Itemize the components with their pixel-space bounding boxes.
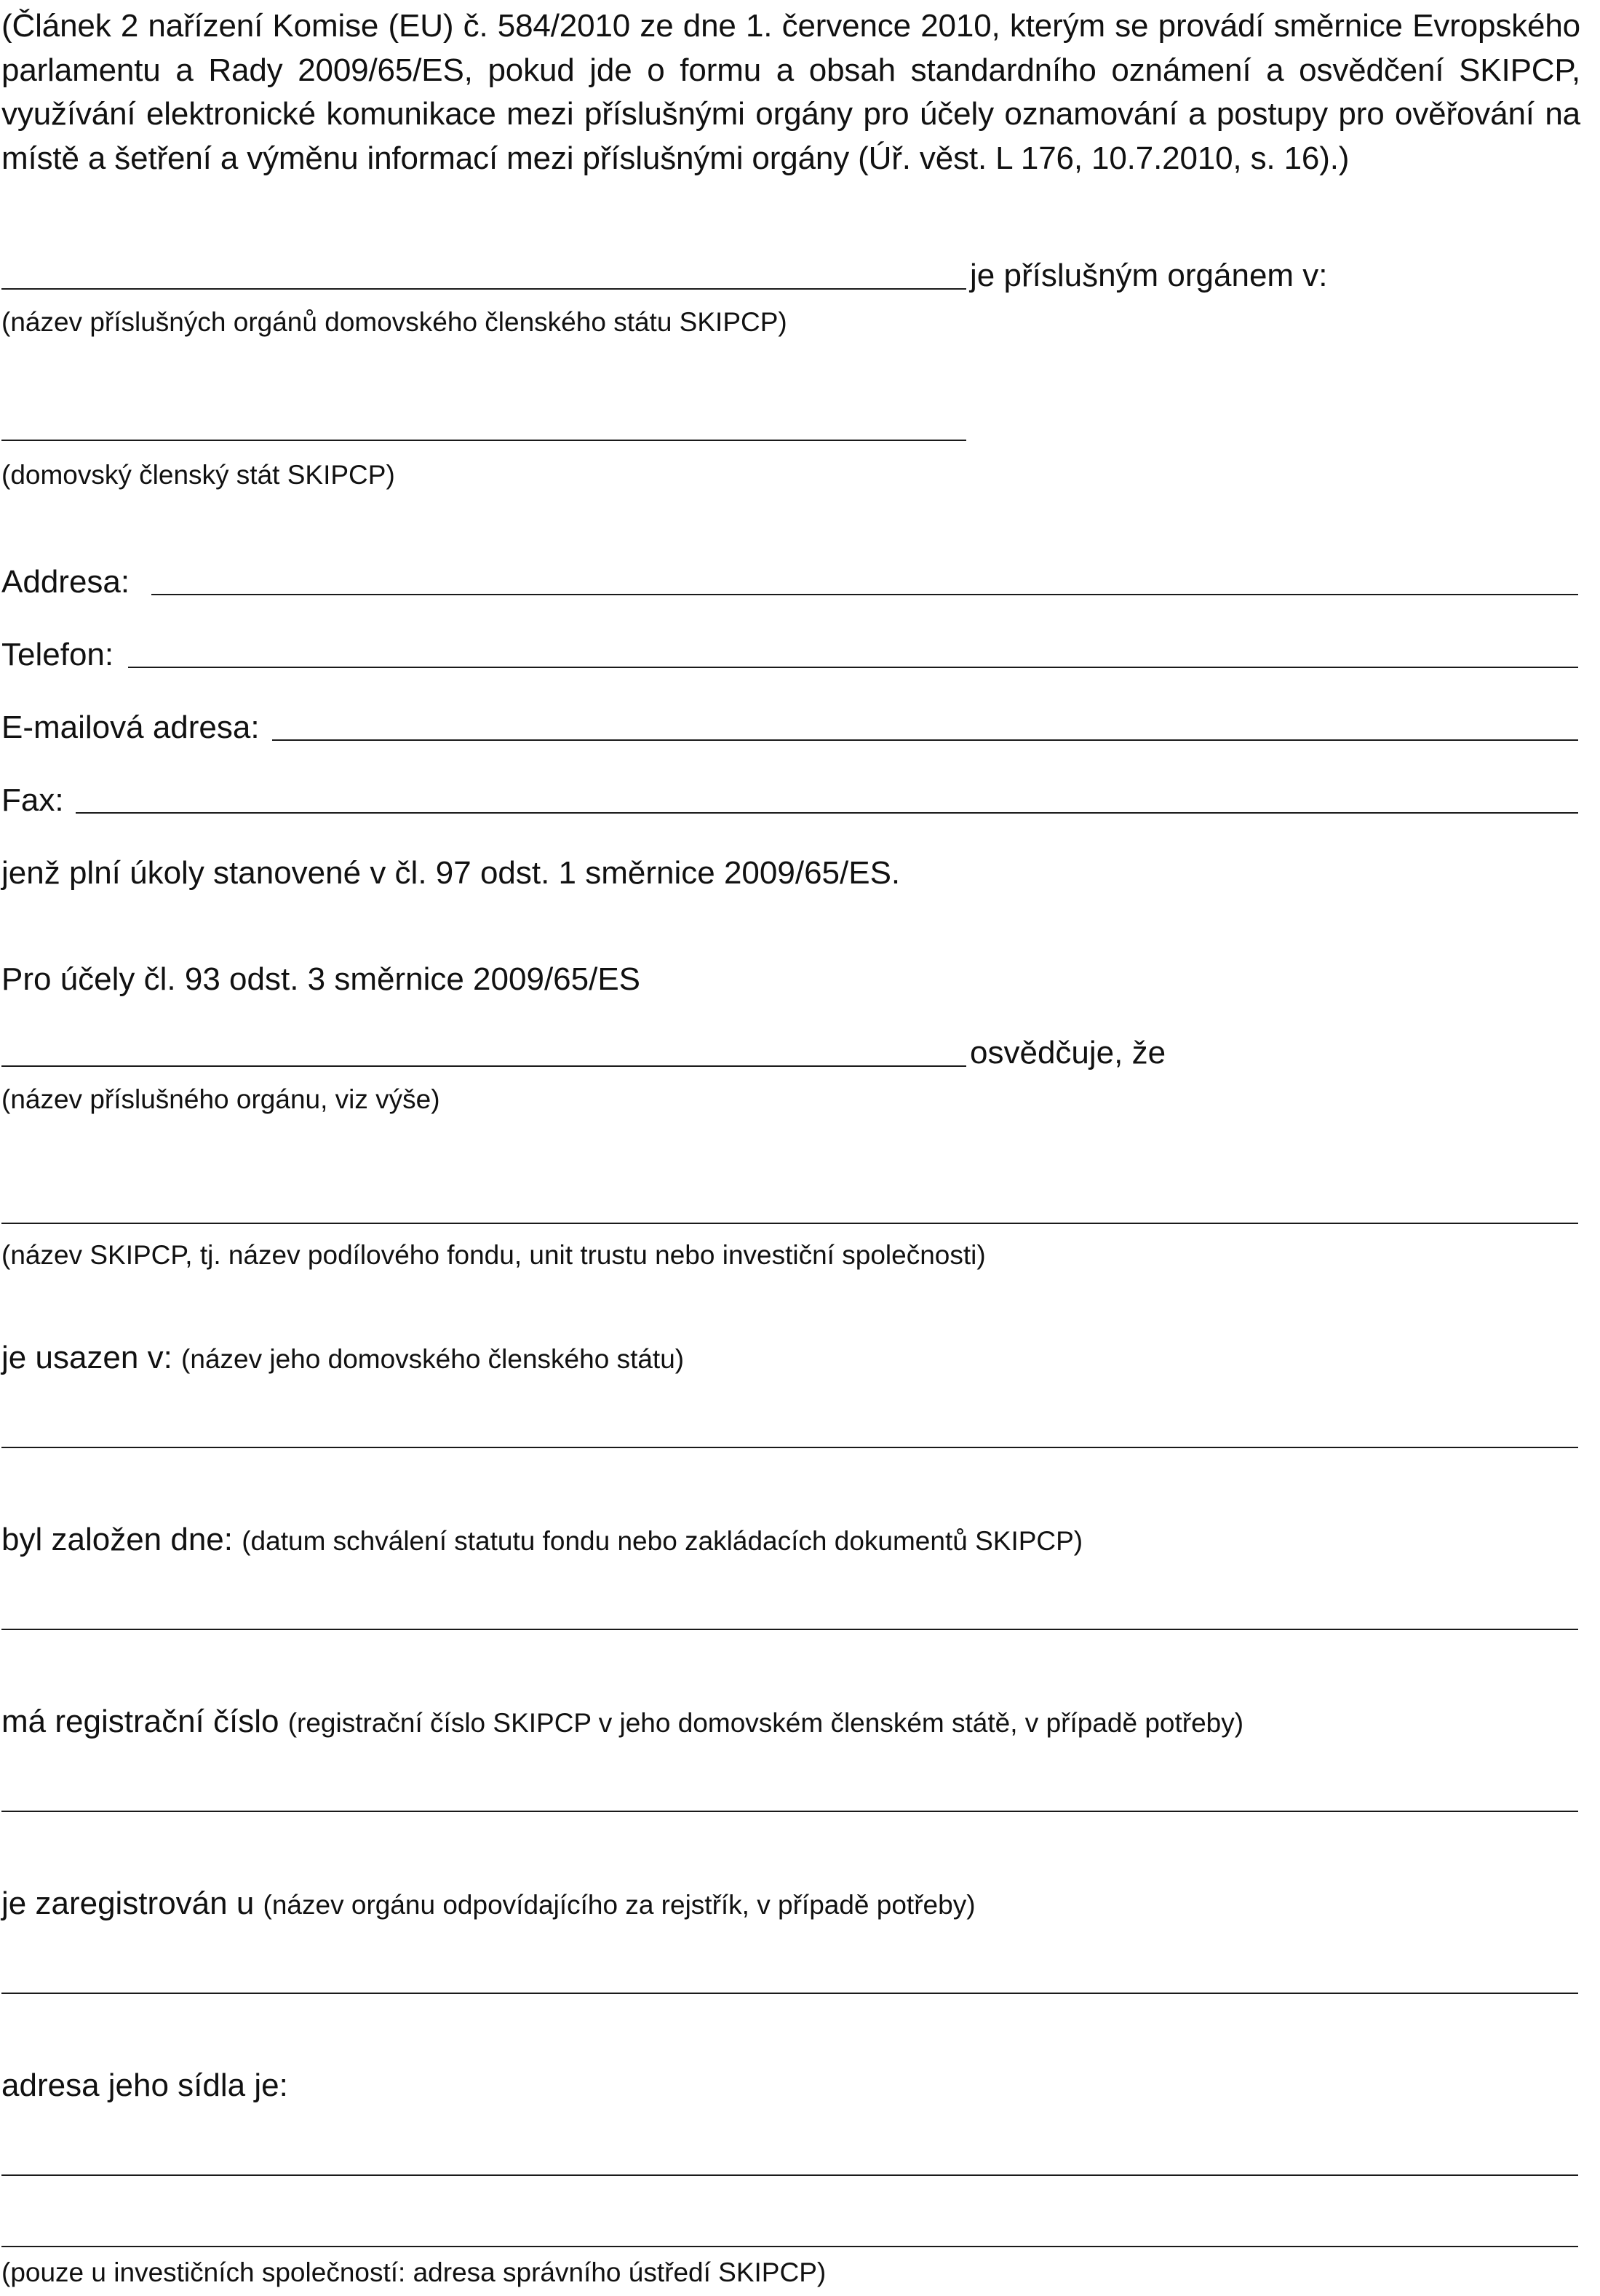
registered-with-label: je zaregistrován u <box>1 1886 255 1921</box>
established-label: je usazen v: <box>1 1340 172 1375</box>
registered-with-row <box>1 1885 976 1924</box>
founded-label: byl založen dne: <box>1 1522 233 1557</box>
seat-address-label: adresa jeho sídla je: <box>1 2067 288 2103</box>
registration-hint: (registrační číslo SKIPCP v jeho domovském členském státě, v případě potřeby) <box>287 1708 1244 1738</box>
phone-field[interactable] <box>128 667 1578 668</box>
seat-address-field[interactable] <box>1 2174 1578 2176</box>
management-hq-field[interactable] <box>1 2246 1578 2247</box>
ucits-name-field[interactable] <box>1 1223 1578 1224</box>
established-hint: (název jeho domovského členského státu) <box>181 1344 685 1374</box>
home-state-hint: (domovský členský stát SKIPCP) <box>1 460 395 490</box>
founded-field[interactable] <box>1 1629 1578 1630</box>
ucits-name-hint: (název SKIPCP, tj. název podílového fondu, unit trustu nebo investiční společnosti) <box>1 1240 986 1270</box>
fax-field[interactable] <box>76 812 1578 814</box>
management-hq-hint: (pouze u investičních společností: adresa správního ústředí SKIPCP) <box>1 2257 827 2287</box>
certify-hint: (název příslušného orgánu, viz výše) <box>1 1084 440 1114</box>
certify-suffix: osvědčuje, že <box>970 1035 1166 1070</box>
authority-hint: (název příslušných orgánů domovského členského státu SKIPCP) <box>1 307 787 337</box>
home-state-field[interactable] <box>1 440 966 441</box>
fax-label: Fax: <box>1 782 64 818</box>
registration-row <box>1 1703 1243 1742</box>
address-field[interactable] <box>151 594 1578 595</box>
tasks-text: jenž plní úkoly stanovené v čl. 97 odst. 1 směrnice 2009/65/ES. <box>1 855 901 891</box>
founded-row <box>1 1521 1083 1560</box>
phone-label: Telefon: <box>1 637 114 672</box>
registered-with-field[interactable] <box>1 1993 1578 1994</box>
address-label: Addresa: <box>1 564 130 600</box>
intro-paragraph: (Článek 2 nařízení Komise (EU) č. 584/2010 ze dne 1. července 2010, kterým se provádí směrnice Evropského parlamentu a Rady 2009/65/ES, pokud jde o formu a obsah standardního oznámení a osvědčení SKIPCP, využívání elektronické komunikace mezi příslušnými orgány pro účely oznamování a postupy pro ověřování na místě a šetření a výměnu informací mezi příslušnými orgány (Úř. věst. L 176, 10.7.2010, s. 16).) <box>1 8 1580 176</box>
registration-field[interactable] <box>1 1811 1578 1812</box>
email-field[interactable] <box>272 739 1578 741</box>
registered-with-hint: (název orgánu odpovídajícího za rejstřík, v případě potřeby) <box>263 1890 976 1920</box>
authority-suffix: je příslušným orgánem v: <box>970 258 1328 293</box>
authority-name-field[interactable] <box>1 288 966 290</box>
established-field[interactable] <box>1 1447 1578 1448</box>
certifying-authority-field[interactable] <box>1 1065 966 1067</box>
email-label: E-mailová adresa: <box>1 710 260 745</box>
purpose-text: Pro účely čl. 93 odst. 3 směrnice 2009/65/ES <box>1 961 641 997</box>
established-row <box>1 1339 684 1378</box>
registration-label: má registrační číslo <box>1 1704 279 1739</box>
founded-hint: (datum schválení statutu fondu nebo zakládacích dokumentů SKIPCP) <box>242 1526 1083 1556</box>
